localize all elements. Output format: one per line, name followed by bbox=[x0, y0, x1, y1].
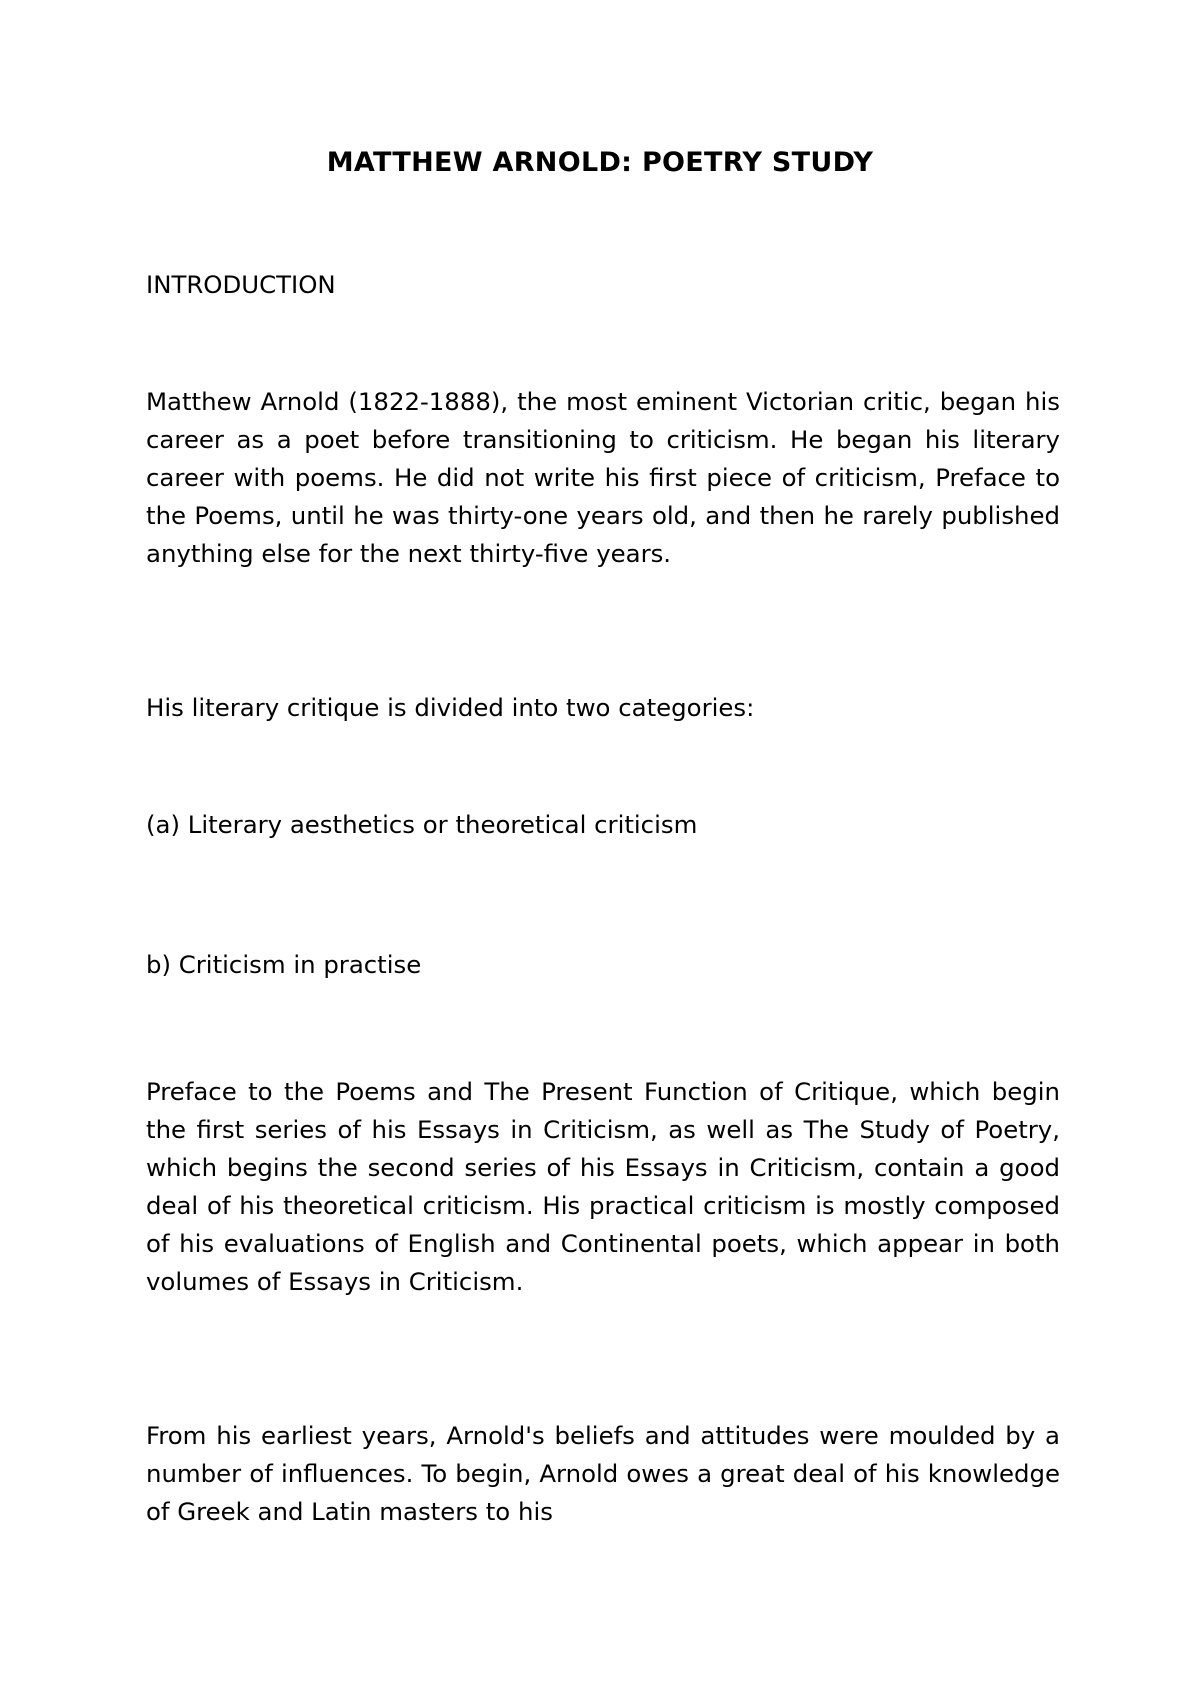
section-heading: INTRODUCTION bbox=[146, 270, 336, 299]
list-item-practical: b) Criticism in practise bbox=[146, 950, 422, 979]
paragraph-essays: Preface to the Poems and The Present Function of Critique, which begin the first series of his Essays in Criticism, as well as The Study of Poetry, which begins the second series of his Essays in Criticism, contain a good deal of his theoretical criticism. His practical criticism is mostly composed of his evaluations of English and Continental poets, which appear in both volumes of Essays in Criticism. bbox=[146, 1077, 1060, 1296]
list-item-theoretical: (a) Literary aesthetics or theoretical criticism bbox=[146, 810, 698, 839]
document-title: MATTHEW ARNOLD: POETRY STUDY bbox=[326, 147, 874, 178]
paragraph-categories: His literary critique is divided into two categories: bbox=[146, 693, 755, 722]
paragraph-intro: Matthew Arnold (1822-1888), the most eminent Victorian critic, began his career as a poet before transitioning to criticism. He began his literary career with poems. He did not write his first piece of criticism, Preface to the Poems, until he was thirty-one years old, and then he rarely published anything else for the next thirty-five years. bbox=[146, 387, 1060, 568]
paragraph-influences: From his earliest years, Arnold's beliefs and attitudes were moulded by a number of influences. To begin, Arnold owes a great deal of his knowledge of Greek and Latin masters to his bbox=[146, 1421, 1060, 1526]
